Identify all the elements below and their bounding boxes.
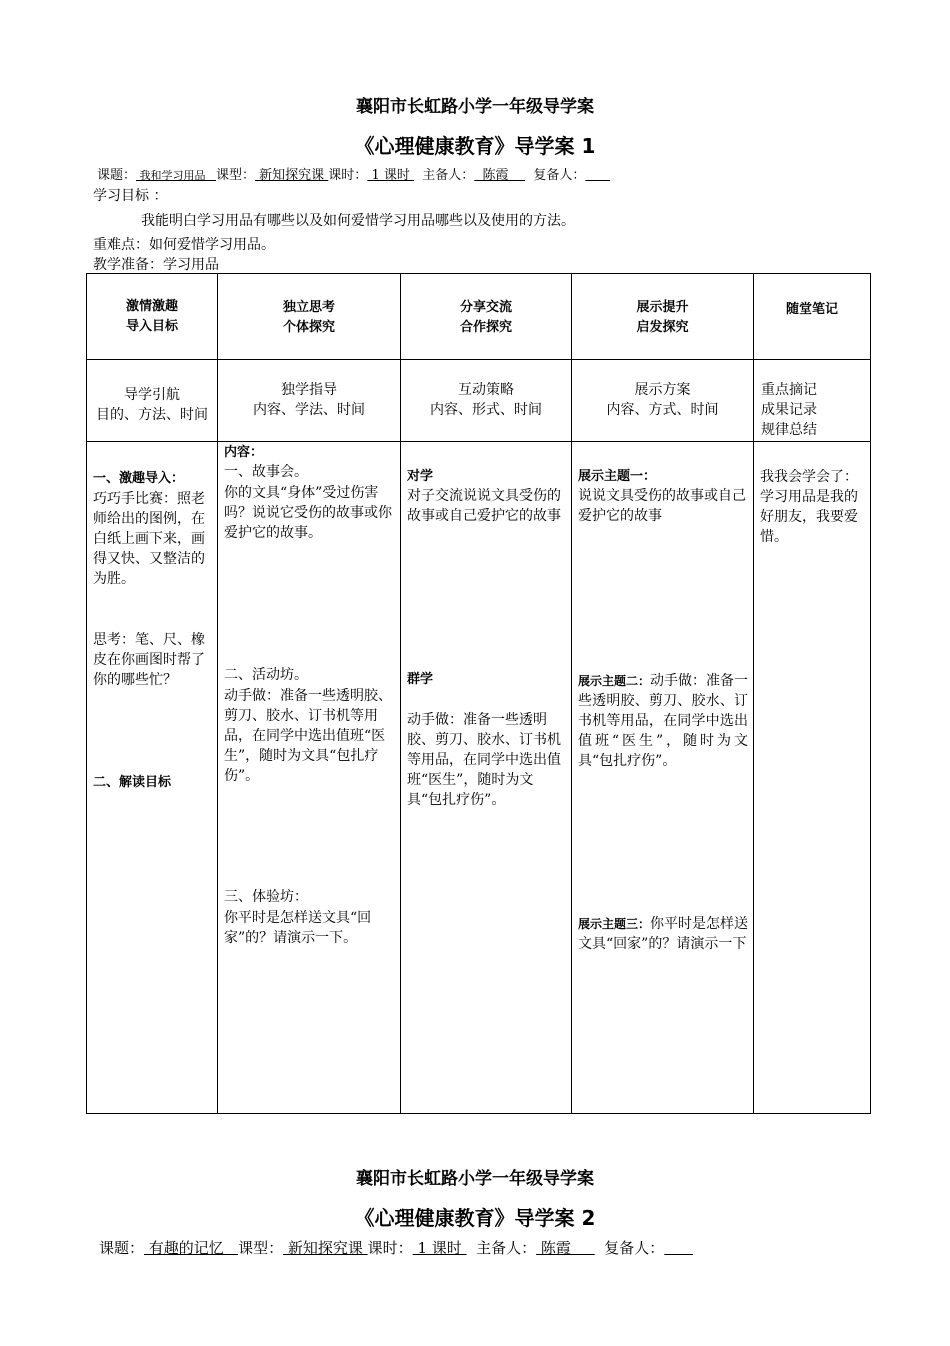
content-cell-showcase xyxy=(572,442,754,1114)
lesson-meta-2 xyxy=(99,1237,693,1258)
intro-text: 巧巧手比赛：照老师给出的图例，在白纸上画下来，画得又快、又整洁的为胜。 xyxy=(93,491,205,587)
header-cell-4: 展示提升 启发探究 xyxy=(572,274,754,360)
group-study-text: 动手做：准备一些透明胶、剪刀、胶水、订书机等用品，在同学中选出值班“医生”，随时为文具“包扎疗伤”。 xyxy=(407,712,561,808)
type-value: 新知探究课 xyxy=(255,168,329,183)
goal-reading-heading: 二、解读目标 xyxy=(93,775,172,790)
theme-3-heading: 展示主题三： xyxy=(578,917,651,931)
type-label: 课型： xyxy=(216,168,256,183)
teaching-prep: 教学准备：学习用品 xyxy=(93,257,219,273)
intro-heading: 一、激趣导入： xyxy=(93,471,185,486)
header-cell-3: 分享交流 合作探究 xyxy=(401,274,572,360)
notes-text: 我我会学会了：学习用品是我的好朋友，我要爱惜。 xyxy=(760,469,858,545)
type-label-2: 课型： xyxy=(238,1239,284,1257)
activity-title: 二、活动坊。 xyxy=(224,667,308,683)
reviewer-value-2 xyxy=(664,1239,693,1257)
hours-label: 课时： xyxy=(328,168,368,183)
author-label: 主备人： xyxy=(422,168,475,183)
key-point: 重难点：如何爱惜学习用品。 xyxy=(93,237,275,253)
theme-2-text: 动手做：准备一些透明胶、剪刀、胶水、订书机等用品，在同学中选出值班“医生”，随时为文具“包扎疗伤”。 xyxy=(578,673,749,769)
theme-2-heading: 展示主题二： xyxy=(578,674,651,688)
hours-label-2: 课时： xyxy=(367,1239,413,1257)
lesson-meta-1 xyxy=(97,164,610,183)
story-text: 你的文具“身体”受过伤害吗？说说它受伤的故事或你爱护它的故事。 xyxy=(224,485,392,541)
lesson-plan-table xyxy=(86,273,871,1114)
type-value-2: 新知探究课 xyxy=(283,1239,368,1257)
author-label-2: 主备人： xyxy=(476,1239,537,1257)
header-cell-2: 独立思考 个体探究 xyxy=(218,274,401,360)
goal-text: 我能明白学习用品有哪些以及如何爱惜学习用品哪些以及使用的方法。 xyxy=(141,213,575,229)
content-cell-intro xyxy=(87,442,218,1114)
theme-3 xyxy=(578,914,748,954)
topic-value: 我和学习用品 xyxy=(136,169,217,182)
header-cell-1: 激情激趣 导入目标 xyxy=(87,274,218,360)
doc-title-1: 《心理健康教育》导学案 1 xyxy=(354,134,596,158)
theme-1-text: 说说文具受伤的故事或自己爱护它的故事 xyxy=(578,488,746,524)
activity-text: 动手做：准备一些透明胶、剪刀、胶水、订书机等用品，在同学中选出值班“医生”，随时为文具“包扎疗伤”。 xyxy=(224,688,392,784)
content-row xyxy=(87,442,871,1114)
school-title-1: 襄阳市长虹路小学一年级导学案 xyxy=(356,97,594,117)
author-value-2: 陈霞 xyxy=(536,1239,595,1257)
theme-1-heading: 展示主题一： xyxy=(578,469,657,484)
pair-study-text: 对子交流说说文具受伤的故事或自己爱护它的故事 xyxy=(407,488,561,524)
subheader-cell-3: 互动策略 内容、形式、时间 xyxy=(401,360,572,442)
group-study-heading: 群学 xyxy=(407,672,434,687)
experience-title: 三、体验坊： xyxy=(224,889,308,905)
topic-value-2: 有趣的记忆 xyxy=(144,1239,239,1257)
think-text: 思考：笔、尺、橡皮在你画图时帮了你的哪些忙？ xyxy=(93,632,205,688)
pair-study-heading: 对学 xyxy=(407,469,434,484)
theme-2 xyxy=(578,671,748,771)
topic-label: 课题： xyxy=(97,168,137,183)
author-value: 陈霞 xyxy=(474,168,526,183)
header-row xyxy=(87,274,871,360)
subheader-cell-1: 导学引航 目的、方法、时间 xyxy=(87,360,218,442)
reviewer-label: 复备人： xyxy=(533,168,586,183)
subheader-cell-5: 重点摘记 成果记录 规律总结 xyxy=(754,360,871,442)
goal-label: 学习目标 ： xyxy=(93,188,168,204)
experience-text: 你平时是怎样送文具“回家”的？请演示一下。 xyxy=(224,910,372,946)
doc-title-2: 《心理健康教育》导学案 2 xyxy=(354,1206,596,1230)
hours-value-2: 1 课时 xyxy=(412,1239,467,1257)
school-title-2: 襄阳市长虹路小学一年级导学案 xyxy=(356,1169,594,1189)
subheader-cell-2: 独学指导 内容、学法、时间 xyxy=(218,360,401,442)
content-cell-individual xyxy=(218,442,401,1114)
reviewer-value xyxy=(585,168,610,183)
story-title: 一、故事会。 xyxy=(224,464,308,480)
subheader-cell-4: 展示方案 内容、方式、时间 xyxy=(572,360,754,442)
subheader-row xyxy=(87,360,871,442)
reviewer-label-2: 复备人： xyxy=(604,1239,665,1257)
header-cell-5: 随堂笔记 xyxy=(754,274,871,360)
content-heading: 内容： xyxy=(224,445,264,460)
content-cell-cooperative xyxy=(401,442,572,1114)
theme-3-text: 你平时是怎样送文具“回家”的？请演示一下 xyxy=(578,916,749,952)
topic-label-2: 课题： xyxy=(99,1239,145,1257)
hours-value: 1 课时 xyxy=(367,168,414,183)
content-cell-notes xyxy=(754,442,871,1114)
